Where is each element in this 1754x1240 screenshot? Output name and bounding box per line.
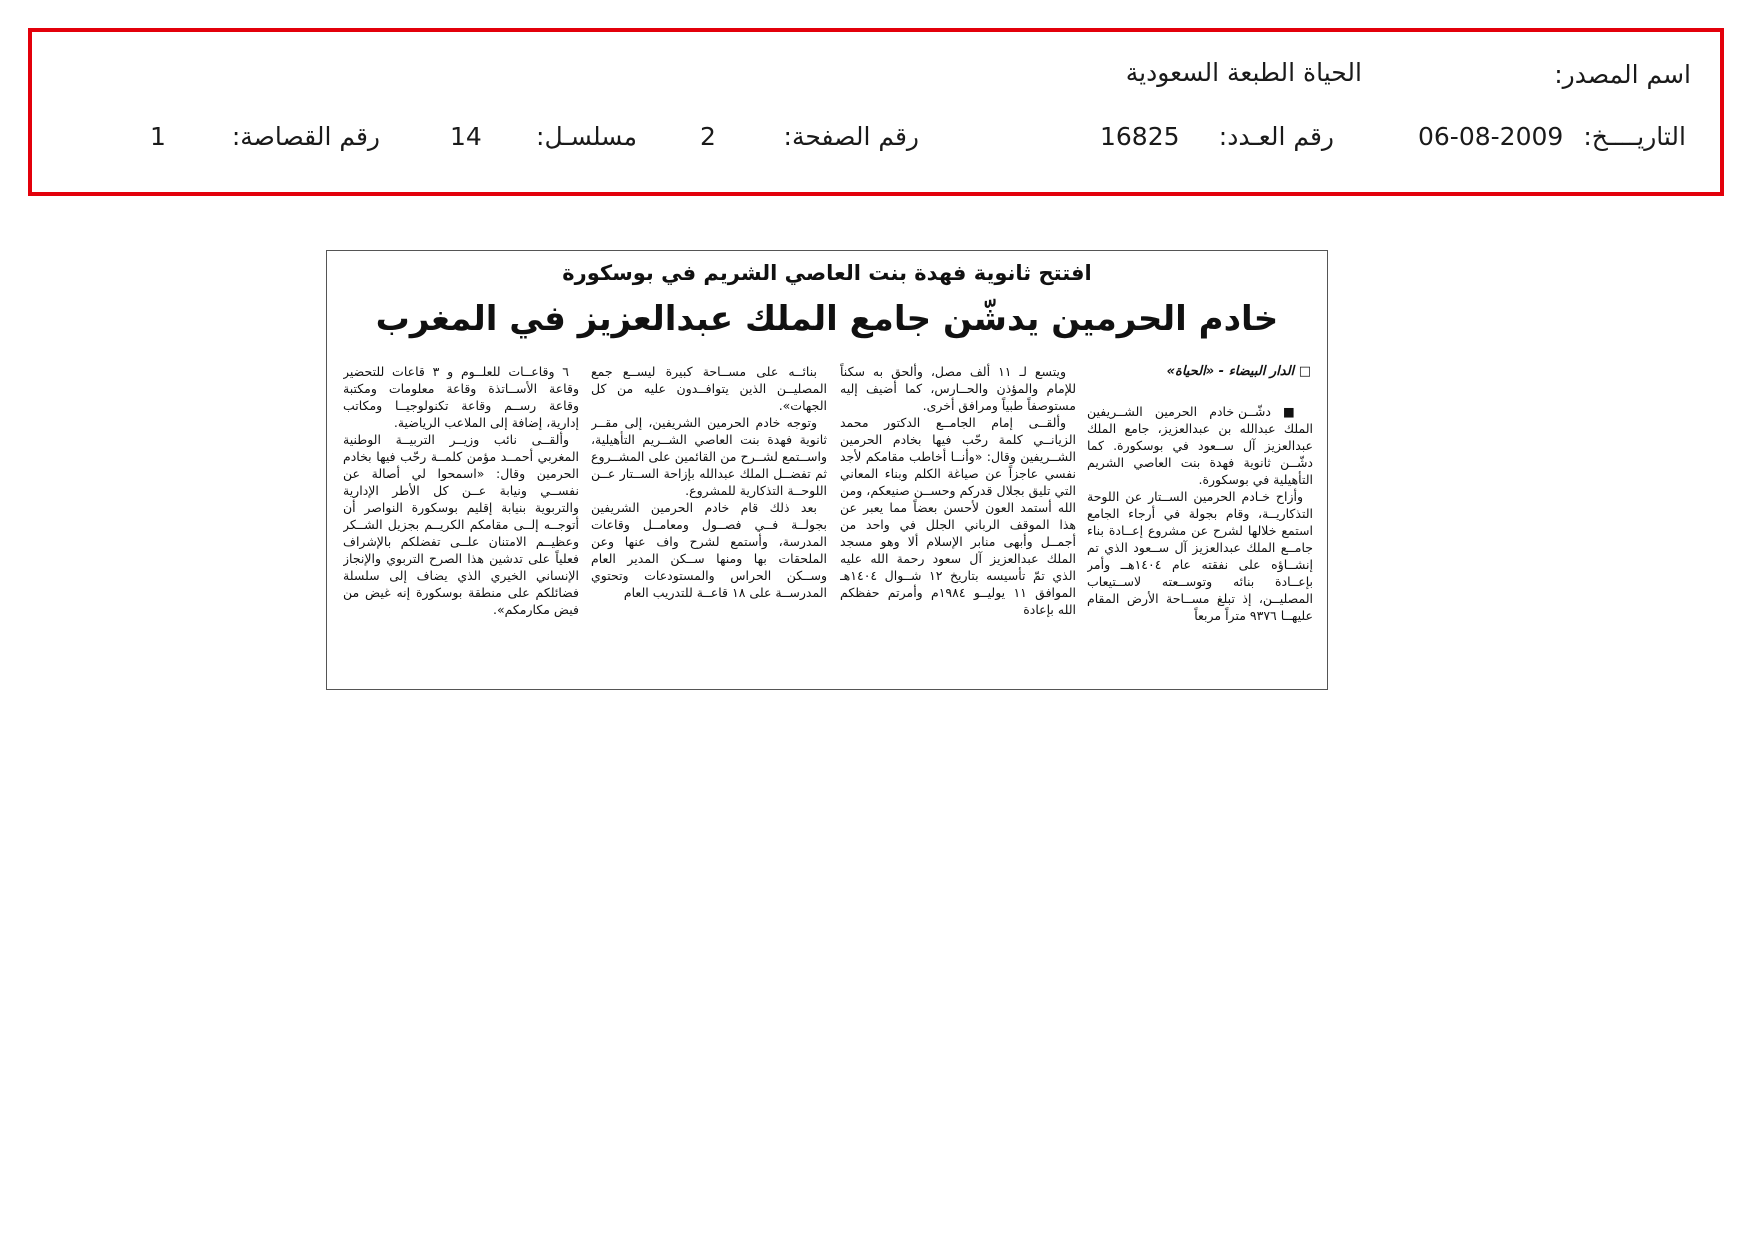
bullet-square-icon: ■ [1283, 404, 1303, 419]
page-value: 2 [700, 122, 716, 151]
serial-label: مسلسـل: [536, 122, 637, 151]
article-dateline [1097, 363, 1311, 381]
clip-label: رقم القصاصة: [231, 122, 380, 151]
dateline-text: الدار البيضاء - «الحياة» [1166, 364, 1295, 379]
column-4-paragraph-2: وألقــى نائب وزيــر التربيــة الوطنية المغربي أحمــد مؤمن كلمــة رحّب فيها بخادم الحرمين وقال: «اسمحوا لي أصالة عن نفســي ونيابة عــن كل الأطر الإدارية والتربوية بنيابة إقليم بوسكورة النواصر أن أتوجــه إلــى مقامكم الكريــم بجزيل الشــكر وعظيــم الامتنان علــى تفضلكم بالإشراف فعلياً على تدشين هذا الصرح التربوي والإنجاز الإنساني الخيري الذي يضاف إلى سلسلة فضائلكم على منطقة بوسكورة إنه غيض من فيض مكارمكم». [343, 432, 579, 617]
article-column-3 [591, 363, 827, 681]
metadata-header-box [28, 28, 1724, 196]
page-label: رقم الصفحة: [783, 122, 919, 151]
article-clipping [326, 250, 1328, 690]
article-kicker: افتتح ثانوية فهدة بنت العاصي الشريم في بوسكورة [562, 261, 1092, 285]
serial-value: 14 [450, 122, 482, 151]
column-3-paragraph-1: بنائــه على مســاحة كبيرة ليســع جمع المصليــن الذين يتوافــدون عليه من كل الجهات». [591, 364, 827, 413]
column-4-paragraph-1: ٦ وقاعــات للعلــوم و ٣ قاعات للتحضير وقاعة الأســاتذة وقاعة معلومات ومكتبة وقاعة رســم وقاعة تكنولوجيــا ومكاتب إدارية، إضافة إلى الملاعب الرياضية. [343, 364, 579, 430]
article-headline: خادم الحرمين يدشّن جامع الملك عبدالعزيز في المغرب [375, 299, 1279, 339]
dateline-box-icon: □ [1298, 364, 1311, 379]
article-column-2 [840, 363, 1076, 681]
article-column-1 [1087, 403, 1313, 681]
column-2-paragraph-2: وألقــى إمام الجامــع الدكتور محمد الزيانــي كلمة رحّب فيها بخادم الحرمين الشــريفين وقال: «وأنــا أخاطب مقامكم لأجد نفسي عاجزاً عن صياغة الكلم وبناء المعاني التي تليق بجلال قدركم وحســن صنيعكم، ومن الله أستمد العون لأحسن بعضاً مما يعبر عن هذا الموقف الرباني الجلل في واحد من أجمــل وأبهى منابر الإسلام ألا وهو مسجد الملك عبدالعزيز آل سعود رحمة الله عليه الذي تمّ تأسيسه بتاريخ ١٢ شــوال ١٤٠٤هـ الموافق ١١ يوليــو ١٩٨٤م وأمرتم حفظكم الله بإعادة [840, 415, 1076, 617]
source-value: الحياة الطبعة السعودية [1125, 58, 1362, 87]
source-label: اسم المصدر: [1554, 60, 1691, 89]
issue-value: 16825 [1100, 122, 1180, 151]
date-value: 06-08-2009 [1418, 122, 1564, 151]
column-1-paragraph-1-text: دشّــن خادم الحرمين الشــريفين الملك عبدالله بن عبدالعزيز، جامع الملك عبدالعزيز آل ســعود في بوسكورة. كما دشّــن ثانوية فهدة بنت العاصي الشريم التأهيلية في بوسكورة. [1087, 404, 1313, 487]
column-1-paragraph-1 [1087, 403, 1313, 488]
issue-label: رقم العـدد: [1218, 122, 1334, 151]
column-3-paragraph-2: وتوجه خادم الحرمين الشريفين، إلى مقــر ثانوية فهدة بنت العاصي الشــريم التأهيلية، واســتمع لشــرح من القائمين على المشــروع ثم تفضــل الملك عبدالله بإزاحة الســتار عــن اللوحــة التذكارية للمشروع. [591, 415, 827, 498]
column-3-paragraph-3: بعد ذلك قام خادم الحرمين الشريفين بجولــة فــي فصــول ومعامــل وقاعات المدرسة، وأستمع لشرح واف عنها وعن الملحقات بها ومنها ســكن المدير العام وســكن الحراس والمستودعات وتحتوي المدرســة على ١٨ قاعــة للتدريب العام [591, 500, 827, 600]
column-2-paragraph-1: ويتسع لـ ١١ ألف مصل، وألحق به سكناً للإمام والمؤذن والحــارس، كما أضيف إليه مستوصفاً طبياً ومرافق أخرى. [840, 364, 1076, 413]
date-label: التاريــــخ: [1583, 122, 1686, 151]
clip-value: 1 [150, 122, 166, 151]
column-1-paragraph-2: وأزاح خـادم الحرمين الســتار عن اللوحة التذكاريــة، وقام بجولة في أرجاء الجامع استمع خلالها لشرح عن مشروع إعــادة بناء جامــع الملك عبدالعزيز آل ســعود الذي تم إنشــاؤه على نفقته عام ١٤٠٤هــ وأمر بإعــادة بنائه وتوســعته لاســتيعاب المصليــن، إذ تبلغ مســاحة الأرض المقام عليهــا ٩٣٧٦ متراً مربعاً [1087, 489, 1313, 623]
article-column-4 [343, 363, 579, 681]
